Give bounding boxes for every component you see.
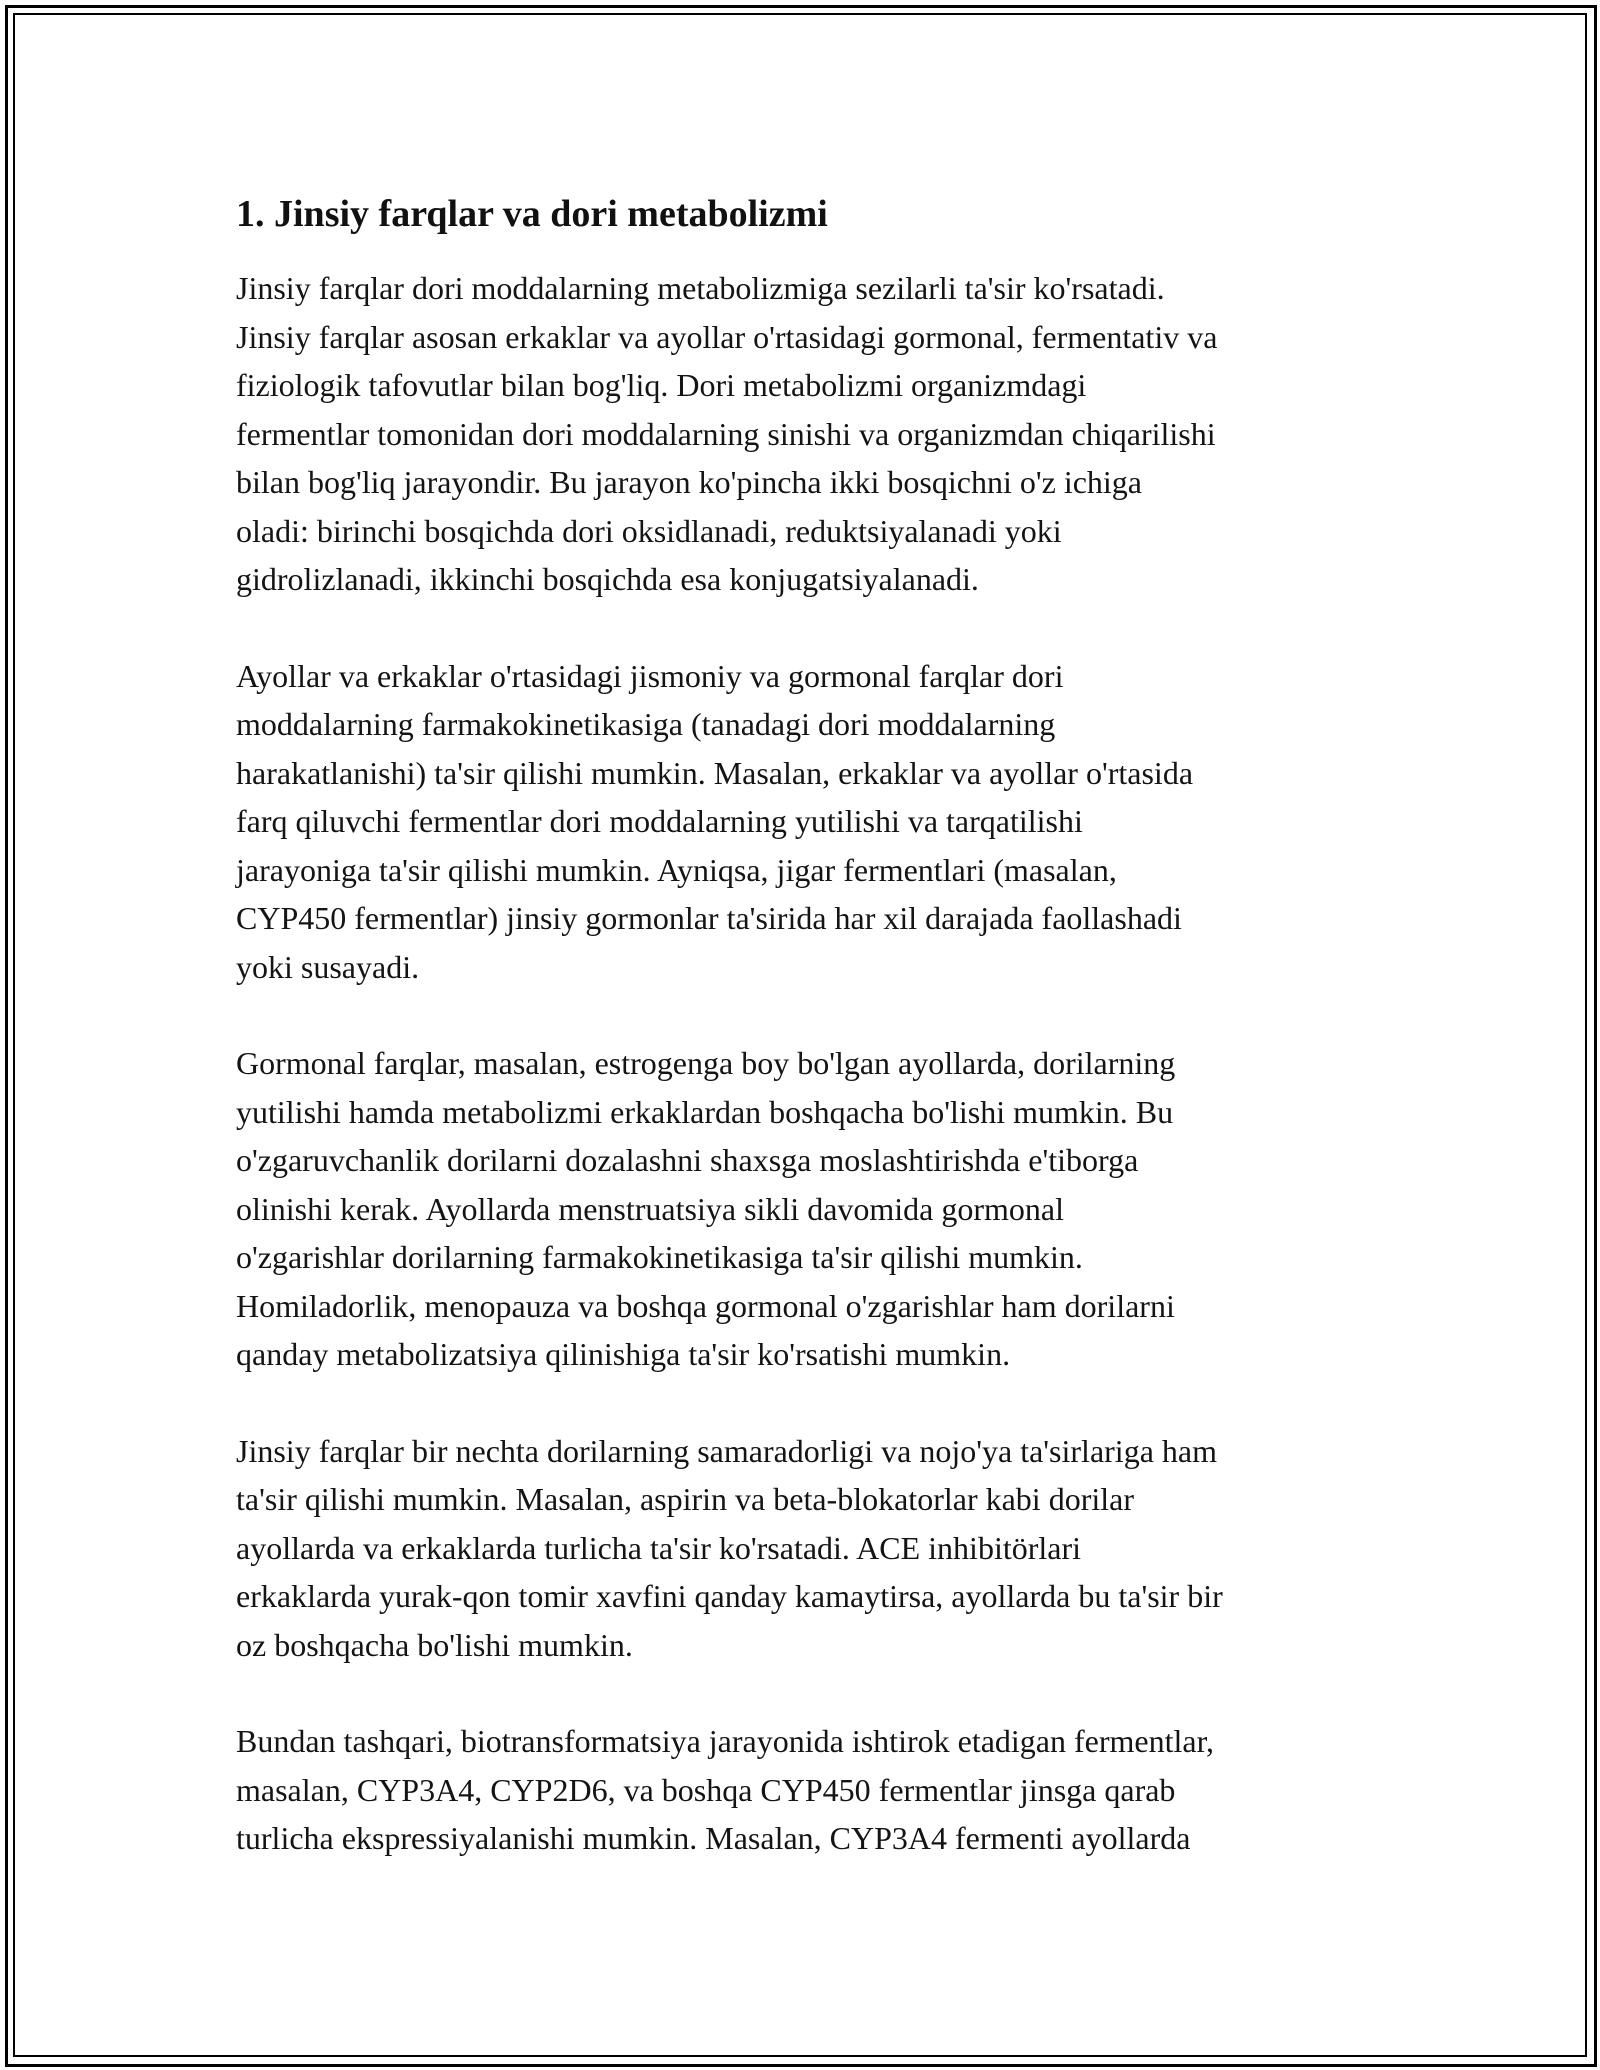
- paragraph-line: o'zgaruvchanlik dorilarni dozalashni shaxsga moslashtirishda e'tiborga: [236, 1142, 1139, 1178]
- paragraph-line: gidrolizlanadi, ikkinchi bosqichda esa konjugatsiyalanadi.: [236, 561, 979, 597]
- paragraph-line: o'zgarishlar dorilarning farmakokinetikasiga ta'sir qilishi mumkin.: [236, 1239, 1083, 1275]
- paragraph-line: Jinsiy farqlar bir nechta dorilarning samaradorligi va nojo'ya ta'sirlariga ham: [236, 1432, 1217, 1469]
- paragraph-line: ayollarda va erkaklarda turlicha ta'sir ko'rsatadi. ACE inhibitörlari: [236, 1529, 1082, 1566]
- paragraph-line: erkaklarda yurak-qon tomir xavfini qanday kamaytirsa, ayollarda bu ta'sir bir: [236, 1578, 1223, 1614]
- paragraph-line: qanday metabolizatsiya qilinishiga ta'sir ko'rsatishi mumkin.: [236, 1336, 1011, 1372]
- paragraph-line: moddalarning farmakokinetikasiga (tanadagi dori moddalarning: [236, 706, 1056, 742]
- paragraph-line: fermentlar tomonidan dori moddalarning sinishi va organizmdan chiqarilishi: [236, 415, 1216, 452]
- document-title: 1. Jinsiy farqlar va dori metabolizmi: [236, 193, 828, 235]
- paragraph-line: Jinsiy farqlar asosan erkaklar va ayollar o'rtasidagi gormonal, fermentativ va: [236, 318, 1218, 355]
- body-paragraph: [236, 1039, 1376, 1379]
- paragraph-line: jarayoniga ta'sir qilishi mumkin. Ayniqsa, jigar fermentlari (masalan,: [236, 851, 1117, 888]
- paragraph-line: harakatlanishi) ta'sir qilishi mumkin. Masalan, erkaklar va ayollar o'rtasida: [236, 754, 1194, 791]
- paragraph-line: ta'sir qilishi mumkin. Masalan, aspirin va beta-blokatorlar kabi dorilar: [236, 1481, 1134, 1517]
- body-paragraph: [236, 1717, 1376, 1863]
- paragraph-line: Bundan tashqari, biotransformatsiya jarayonida ishtirok etadigan fermentlar,: [236, 1723, 1214, 1759]
- body-paragraph: [236, 652, 1376, 992]
- paragraph-line: olinishi kerak. Ayollarda menstruatsiya sikli davomida gormonal: [236, 1190, 1065, 1227]
- paragraph-line: farq qiluvchi fermentlar dori moddalarning yutilishi va tarqatilishi: [236, 803, 1083, 839]
- document-body: [236, 264, 1376, 1863]
- body-paragraph: [236, 1427, 1376, 1670]
- document-page: [236, 188, 1376, 1911]
- paragraph-line: Gormonal farqlar, masalan, estrogenga boy bo'lgan ayollarda, dorilarning: [236, 1045, 1176, 1081]
- paragraph-line: turlicha ekspressiyalanishi mumkin. Masalan, CYP3A4 fermenti ayollarda: [236, 1820, 1191, 1856]
- paragraph-line: CYP450 fermentlar) jinsiy gormonlar ta'sirida har xil darajada faollashadi: [236, 900, 1182, 936]
- paragraph-line: oladi: birinchi bosqichda dori oksidlanadi, reduktsiyalanadi yoki: [236, 512, 1062, 549]
- body-paragraph: [236, 264, 1376, 604]
- paragraph-line: Homiladorlik, menopauza va boshqa gormonal o'zgarishlar ham dorilarni: [236, 1287, 1175, 1324]
- paragraph-line: fiziologik tafovutlar bilan bog'liq. Dori metabolizmi organizmdagi: [236, 367, 1087, 403]
- paragraph-line: Jinsiy farqlar dori moddalarning metabolizmiga sezilarli ta'sir ko'rsatadi.: [236, 270, 1165, 306]
- paragraph-line: yoki susayadi.: [236, 948, 420, 985]
- paragraph-line: bilan bog'liq jarayondir. Bu jarayon ko'pincha ikki bosqichni o'z ichiga: [236, 464, 1142, 500]
- paragraph-line: oz boshqacha bo'lishi mumkin.: [236, 1626, 633, 1663]
- paragraph-line: Ayollar va erkaklar o'rtasidagi jismoniy va gormonal farqlar dori: [236, 657, 1064, 694]
- paragraph-line: yutilishi hamda metabolizmi erkaklardan boshqacha bo'lishi mumkin. Bu: [236, 1093, 1174, 1130]
- paragraph-line: masalan, CYP3A4, CYP2D6, va boshqa CYP450 fermentlar jinsga qarab: [236, 1771, 1176, 1808]
